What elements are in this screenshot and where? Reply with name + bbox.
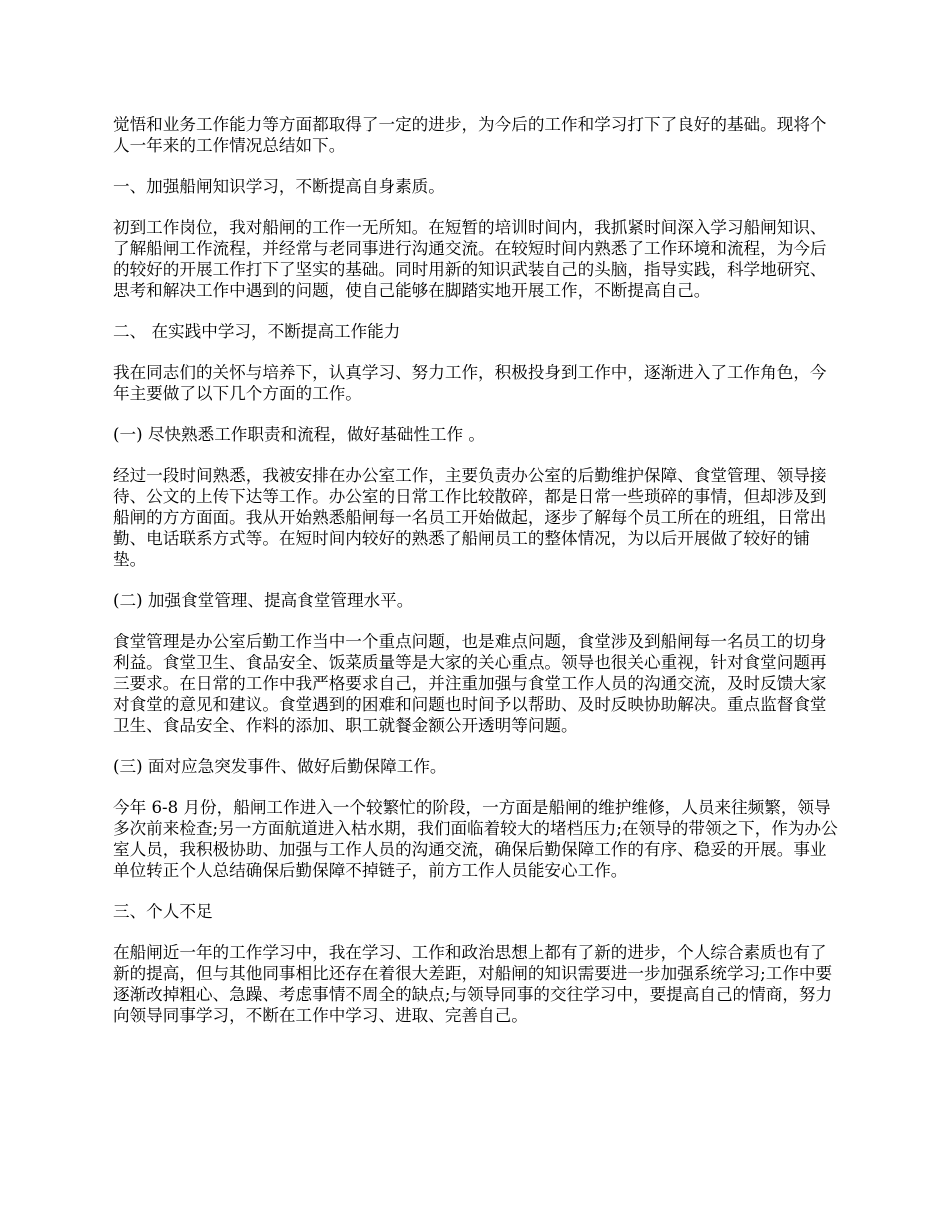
section-heading-1: 一、加强船闸知识学习，不断提高自身素质。 [113,177,445,196]
body-paragraph: 食堂管理是办公室后勤工作当中一个重点问题，也是难点问题，食堂涉及到船闸每一名员工的切身利益。食堂卫生、食品安全、饭菜质量等是大家的关心重点。领导也很关心重视，针对食堂问题再三要求。在日常的工作中我严格要求自己，并注重加强与食堂工作人员的沟通交流，及时反馈大家对食堂的意见和建议。食堂遇到的困难和问题也时间予以帮助、及时反映协助解决。重点监督食堂卫生、食品安全、作料的添加、职工就餐金额公开透明等问题。 [113,632,827,735]
subsection-heading-2: (二) 加强食堂管理、提高食堂管理水平。 [113,591,414,610]
subsection-heading-3: (三) 面对应急突发事件、做好后勤保障工作。 [113,757,447,776]
intro-paragraph: 觉悟和业务工作能力等方面都取得了一定的进步，为今后的工作和学习打下了良好的基础。现将个人一年来的工作情况总结如下。 [113,115,827,155]
body-paragraph: 在船闸近一年的工作学习中，我在学习、工作和政治思想上都有了新的进步，个人综合素质也有了新的提高，但与其他同事相比还存在着很大差距，对船闸的知识需要进一步加强系统学习;工作中要逐渐改掉粗心、急躁、考虑事情不周全的缺点;与领导同事的交往学习中，要提高自己的情商，努力向领导同事学习，不断在工作中学习、进取、完善自己。 [113,943,833,1025]
body-paragraph: 今年 6-8 月份，船闸工作进入一个较繁忙的阶段，一方面是船闸的维护维修，人员来往频繁，领导多次前来检查;另一方面航道进入枯水期，我们面临着较大的堵档压力;在领导的带领之下，作为办公室人员，我积极协助、加强与工作人员的沟通交流，确保后勤保障工作的有序、稳妥的开展。事业单位转正个人总结确保后勤保障不掉链子，前方工作人员能安心工作。 [113,798,838,880]
body-paragraph: 经过一段时间熟悉，我被安排在办公室工作，主要负责办公室的后勤维护保障、食堂管理、领导接待、公文的上传下达等工作。办公室的日常工作比较散碎，都是日常一些琐碎的事情，但却涉及到船闸的方方面面。我从开始熟悉船闸每一名员工开始做起，逐步了解每个员工所在的班组，日常出勤、电话联系方式等。在短时间内较好的熟悉了船闸员工的整体情况，为以后开展做了较好的铺垫。 [113,466,827,569]
subsection-heading-1: (一) 尽快熟悉工作职责和流程，做好基础性工作 。 [113,425,485,444]
section-heading-2: 二、 在实践中学习，不断提高工作能力 [113,322,401,341]
body-paragraph: 我在同志们的关怀与培养下，认真学习、努力工作，积极投身到工作中，逐渐进入了工作角色，今年主要做了以下几个方面的工作。 [113,363,827,403]
body-paragraph: 初到工作岗位，我对船闸的工作一无所知。在短暂的培训时间内，我抓紧时间深入学习船闸知识、了解船闸工作流程，并经常与老同事进行沟通交流。在较短时间内熟悉了工作环境和流程，为今后的较好的开展工作打下了坚实的基础。同时用新的知识武装自己的头脑，指导实践，科学地研究、思考和解决工作中遇到的问题，使自己能够在脚踏实地开展工作，不断提高自己。 [113,218,827,300]
document-page [113,114,843,1046]
section-heading-3: 三、个人不足 [113,902,213,921]
